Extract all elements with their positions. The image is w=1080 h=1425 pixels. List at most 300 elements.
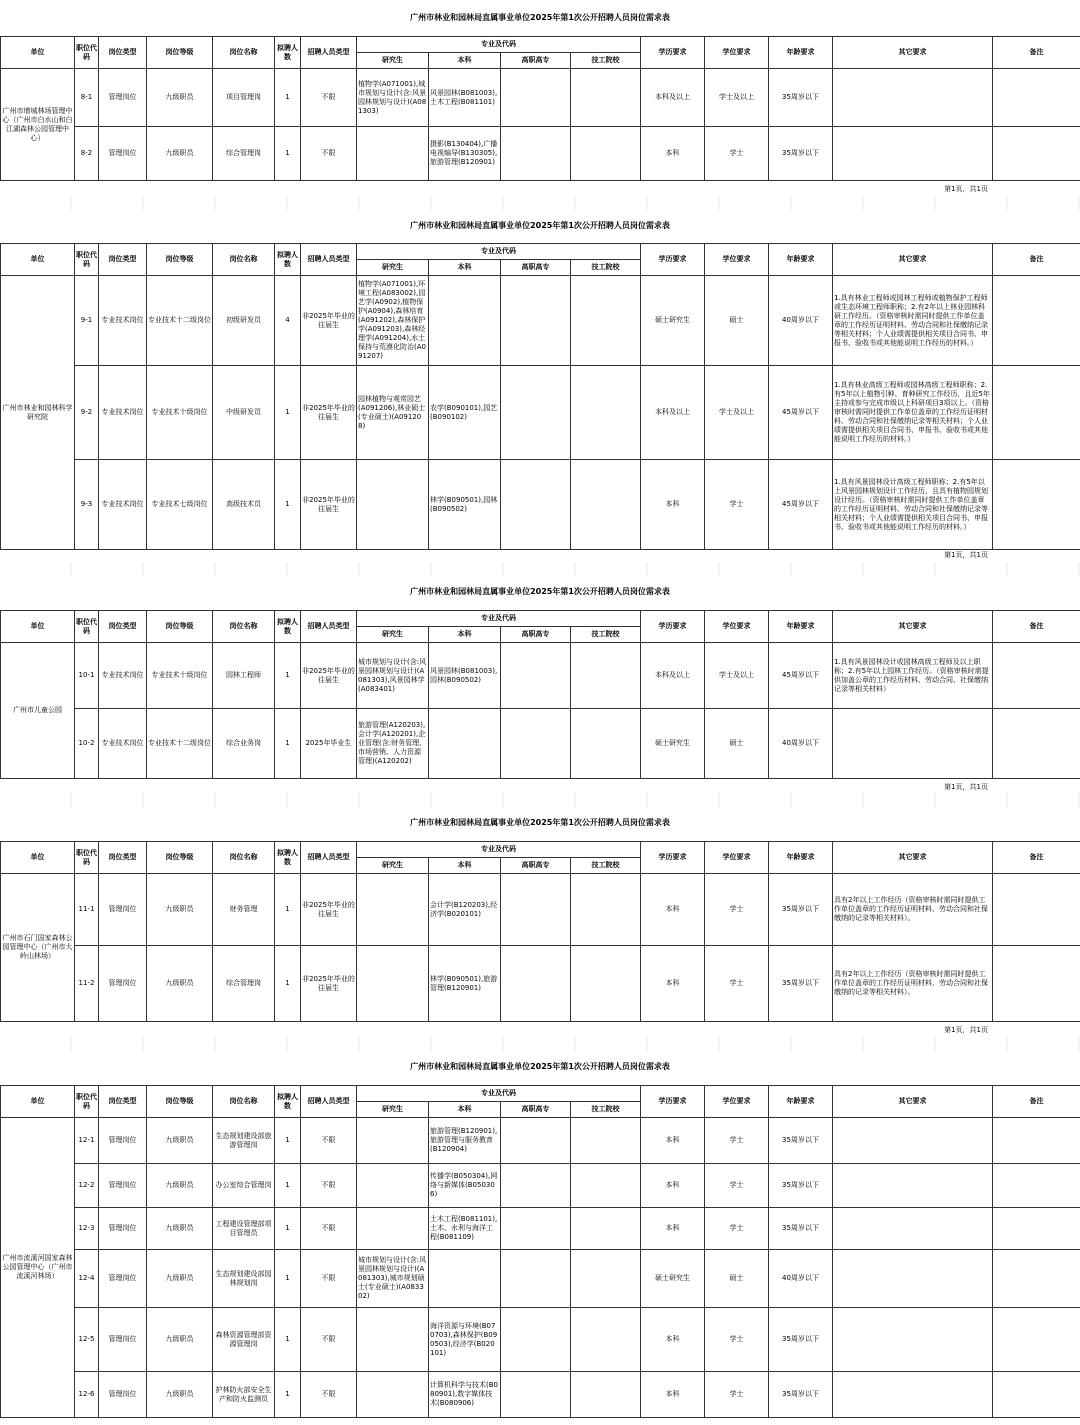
edu-cell: 硕士研究生 bbox=[641, 1250, 705, 1308]
bachelor-cell: 传播学(B050304),网络与新媒体(B050306) bbox=[429, 1164, 501, 1208]
note-cell bbox=[993, 946, 1080, 1022]
header-grad: 研究生 bbox=[357, 858, 429, 874]
table-row bbox=[1, 366, 1080, 460]
header-code: 职位代码 bbox=[75, 244, 99, 276]
type-cell: 管理岗位 bbox=[99, 1208, 147, 1250]
unit-cell: 广州市石门国家森林公园管理中心（广州市大岭山林场） bbox=[1, 874, 75, 1022]
type-cell: 管理岗位 bbox=[99, 946, 147, 1022]
college-cell bbox=[501, 1308, 571, 1372]
degree-cell: 硕士 bbox=[705, 276, 769, 366]
type-cell: 专业技术岗位 bbox=[99, 643, 147, 709]
level-cell: 九级职员 bbox=[147, 69, 213, 127]
header-tech: 技工院校 bbox=[571, 260, 641, 276]
header-grad: 研究生 bbox=[357, 260, 429, 276]
unit-cell: 广州市增城林场管理中心（广州市白水山和白江湖森林公园管理中心） bbox=[1, 69, 75, 181]
header-name: 岗位名称 bbox=[213, 842, 275, 874]
table-row bbox=[1, 460, 1080, 550]
other-cell: 1.具有风景园林设计或园林高级工程师及以上职称；2.有5年以上园林工作经历。（资格审核时需提供加盖公章的工作经历材料、劳动合同、社保缴纳记录等相关材料） bbox=[833, 643, 993, 709]
header-row bbox=[1, 1086, 1080, 1102]
tech-cell bbox=[571, 643, 641, 709]
category-cell: 非2025年毕业的往届生 bbox=[301, 276, 357, 366]
count-cell: 4 bbox=[275, 276, 301, 366]
sheet-separator bbox=[0, 562, 1080, 576]
table-title: 广州市林业和园林局直属事业单位2025年第1次公开招聘人员岗位需求表 bbox=[410, 221, 670, 230]
bachelor-cell: 农学(B090101),园艺(B090102) bbox=[429, 366, 501, 460]
age-cell: 35周岁以下 bbox=[769, 1372, 833, 1418]
header-unit: 单位 bbox=[1, 37, 75, 69]
grad-cell bbox=[357, 1372, 429, 1418]
position-table bbox=[0, 610, 1080, 779]
other-cell bbox=[833, 1250, 993, 1308]
college-cell bbox=[501, 1250, 571, 1308]
other-cell: 具有2年以上工作经历（资格审核时需同时提供工作单位盖章的工作经历证明材料、劳动合同和社保缴纳的记录等相关材料）。 bbox=[833, 946, 993, 1022]
age-cell: 35周岁以下 bbox=[769, 69, 833, 127]
table-row bbox=[1, 127, 1080, 181]
header-type: 岗位类型 bbox=[99, 244, 147, 276]
college-cell bbox=[501, 709, 571, 779]
category-cell: 非2025年毕业的往届生 bbox=[301, 366, 357, 460]
position-table bbox=[0, 1085, 1080, 1418]
level-cell: 九级职员 bbox=[147, 1118, 213, 1164]
count-cell: 1 bbox=[275, 1118, 301, 1164]
header-code: 职位代码 bbox=[75, 611, 99, 643]
bachelor-cell: 林学(B090501),旅游管理(B120901) bbox=[429, 946, 501, 1022]
header-degree: 学位要求 bbox=[705, 611, 769, 643]
header-row bbox=[1, 611, 1080, 627]
table-title: 广州市林业和园林局直属事业单位2025年第1次公开招聘人员岗位需求表 bbox=[410, 587, 670, 596]
position-table bbox=[0, 841, 1080, 1022]
tech-cell bbox=[571, 946, 641, 1022]
edu-cell: 本科及以上 bbox=[641, 366, 705, 460]
code-cell: 12-5 bbox=[75, 1308, 99, 1372]
name-cell: 森林资源管理部资源管理岗 bbox=[213, 1308, 275, 1372]
header-major: 专业及代码 bbox=[357, 611, 641, 627]
other-cell bbox=[833, 1118, 993, 1164]
age-cell: 35周岁以下 bbox=[769, 1308, 833, 1372]
name-cell: 办公室综合管理岗 bbox=[213, 1164, 275, 1208]
table-title: 广州市林业和园林局直属事业单位2025年第1次公开招聘人员岗位需求表 bbox=[410, 1062, 670, 1071]
category-cell: 2025年毕业生 bbox=[301, 709, 357, 779]
grad-cell: 城市规划与设计(含:风景园林规划与设计)(A081303),城市规划硕士(专业硕士)(A083302) bbox=[357, 1250, 429, 1308]
position-table bbox=[0, 243, 1080, 550]
level-cell: 九级职员 bbox=[147, 1208, 213, 1250]
degree-cell: 学士 bbox=[705, 946, 769, 1022]
bachelor-cell bbox=[429, 276, 501, 366]
degree-cell: 学士 bbox=[705, 1208, 769, 1250]
page-indicator: 第1页，共1页 bbox=[944, 1026, 988, 1034]
level-cell: 专业技术十二级岗位 bbox=[147, 709, 213, 779]
count-cell: 1 bbox=[275, 1164, 301, 1208]
count-cell: 1 bbox=[275, 460, 301, 550]
age-cell: 35周岁以下 bbox=[769, 1118, 833, 1164]
level-cell: 九级职员 bbox=[147, 946, 213, 1022]
header-tech: 技工院校 bbox=[571, 627, 641, 643]
grad-cell bbox=[357, 127, 429, 181]
college-cell bbox=[501, 366, 571, 460]
count-cell: 1 bbox=[275, 69, 301, 127]
header-category: 招聘人员类型 bbox=[301, 244, 357, 276]
header-edu: 学历要求 bbox=[641, 37, 705, 69]
grad-cell: 园林植物与观赏园艺(A091206),林业硕士(专业硕士)(A091208) bbox=[357, 366, 429, 460]
note-cell bbox=[993, 1308, 1080, 1372]
grad-cell bbox=[357, 460, 429, 550]
other-cell bbox=[833, 1372, 993, 1418]
category-cell: 不限 bbox=[301, 127, 357, 181]
bachelor-cell: 摄影(B130404),广播电视编导(B130305),旅游管理(B120901) bbox=[429, 127, 501, 181]
age-cell: 40周岁以下 bbox=[769, 276, 833, 366]
bachelor-cell: 海洋资源与环境(B070703),森林保护(B090503),经济学(B020101) bbox=[429, 1308, 501, 1372]
note-cell bbox=[993, 1208, 1080, 1250]
other-cell bbox=[833, 709, 993, 779]
header-count: 拟聘人数 bbox=[275, 244, 301, 276]
header-level: 岗位等级 bbox=[147, 842, 213, 874]
edu-cell: 本科及以上 bbox=[641, 643, 705, 709]
header-code: 职位代码 bbox=[75, 842, 99, 874]
edu-cell: 本科 bbox=[641, 1208, 705, 1250]
category-cell: 非2025年毕业的往届生 bbox=[301, 460, 357, 550]
edu-cell: 本科 bbox=[641, 1118, 705, 1164]
header-tech: 技工院校 bbox=[571, 858, 641, 874]
page-indicator: 第1页，共1页 bbox=[944, 185, 988, 193]
table-row bbox=[1, 643, 1080, 709]
header-bachelor: 本科 bbox=[429, 260, 501, 276]
other-cell: 具有2年以上工作经历（资格审核时需同时提供工作单位盖章的工作经历证明材料、劳动合同和社保缴纳的记录等相关材料）。 bbox=[833, 874, 993, 946]
category-cell: 非2025年毕业的往届生 bbox=[301, 874, 357, 946]
type-cell: 专业技术岗位 bbox=[99, 709, 147, 779]
college-cell bbox=[501, 1208, 571, 1250]
note-cell bbox=[993, 874, 1080, 946]
degree-cell: 学士及以上 bbox=[705, 643, 769, 709]
count-cell: 1 bbox=[275, 1308, 301, 1372]
header-age: 年龄要求 bbox=[769, 611, 833, 643]
other-cell bbox=[833, 1308, 993, 1372]
code-cell: 12-4 bbox=[75, 1250, 99, 1308]
count-cell: 1 bbox=[275, 874, 301, 946]
note-cell bbox=[993, 1118, 1080, 1164]
header-unit: 单位 bbox=[1, 611, 75, 643]
header-college: 高职高专 bbox=[501, 1102, 571, 1118]
unit-cell: 广州市儿童公园 bbox=[1, 643, 75, 779]
count-cell: 1 bbox=[275, 643, 301, 709]
header-note: 备注 bbox=[993, 1086, 1080, 1118]
edu-cell: 本科 bbox=[641, 1372, 705, 1418]
grad-cell bbox=[357, 874, 429, 946]
tech-cell bbox=[571, 69, 641, 127]
count-cell: 1 bbox=[275, 127, 301, 181]
degree-cell: 学士 bbox=[705, 1164, 769, 1208]
sheet-separator bbox=[0, 196, 1080, 210]
header-row bbox=[1, 37, 1080, 53]
name-cell: 综合业务岗 bbox=[213, 709, 275, 779]
degree-cell: 学士 bbox=[705, 1308, 769, 1372]
table-row bbox=[1, 1372, 1080, 1418]
edu-cell: 硕士研究生 bbox=[641, 276, 705, 366]
header-unit: 单位 bbox=[1, 244, 75, 276]
code-cell: 12-1 bbox=[75, 1118, 99, 1164]
count-cell: 1 bbox=[275, 1250, 301, 1308]
age-cell: 35周岁以下 bbox=[769, 946, 833, 1022]
unit-cell: 广州市流溪河国家森林公园管理中心（广州市流溪河林场） bbox=[1, 1118, 75, 1418]
age-cell: 45周岁以下 bbox=[769, 460, 833, 550]
edu-cell: 本科 bbox=[641, 1308, 705, 1372]
table-row bbox=[1, 1164, 1080, 1208]
level-cell: 九级职员 bbox=[147, 1308, 213, 1372]
name-cell: 护林防火部安全生产和防火监测员 bbox=[213, 1372, 275, 1418]
header-edu: 学历要求 bbox=[641, 1086, 705, 1118]
bachelor-cell: 会计学(B120203),经济学(B020101) bbox=[429, 874, 501, 946]
sheet-separator bbox=[0, 793, 1080, 807]
college-cell bbox=[501, 69, 571, 127]
header-count: 拟聘人数 bbox=[275, 37, 301, 69]
header-age: 年龄要求 bbox=[769, 1086, 833, 1118]
header-code: 职位代码 bbox=[75, 37, 99, 69]
header-other: 其它要求 bbox=[833, 244, 993, 276]
header-note: 备注 bbox=[993, 244, 1080, 276]
header-college: 高职高专 bbox=[501, 53, 571, 69]
college-cell bbox=[501, 643, 571, 709]
header-category: 招聘人员类型 bbox=[301, 842, 357, 874]
type-cell: 管理岗位 bbox=[99, 1250, 147, 1308]
header-count: 拟聘人数 bbox=[275, 1086, 301, 1118]
tech-cell bbox=[571, 874, 641, 946]
grad-cell bbox=[357, 1208, 429, 1250]
header-edu: 学历要求 bbox=[641, 244, 705, 276]
header-other: 其它要求 bbox=[833, 842, 993, 874]
header-major: 专业及代码 bbox=[357, 37, 641, 53]
header-college: 高职高专 bbox=[501, 858, 571, 874]
level-cell: 九级职员 bbox=[147, 1372, 213, 1418]
age-cell: 35周岁以下 bbox=[769, 874, 833, 946]
code-cell: 11-2 bbox=[75, 946, 99, 1022]
other-cell bbox=[833, 127, 993, 181]
college-cell bbox=[501, 946, 571, 1022]
code-cell: 10-1 bbox=[75, 643, 99, 709]
degree-cell: 学士及以上 bbox=[705, 69, 769, 127]
level-cell: 九级职员 bbox=[147, 1164, 213, 1208]
table-row bbox=[1, 276, 1080, 366]
age-cell: 45周岁以下 bbox=[769, 366, 833, 460]
note-cell bbox=[993, 127, 1080, 181]
table-row bbox=[1, 1250, 1080, 1308]
header-major: 专业及代码 bbox=[357, 842, 641, 858]
header-grad: 研究生 bbox=[357, 53, 429, 69]
bachelor-cell: 林学(B090501),园林(B090502) bbox=[429, 460, 501, 550]
tech-cell bbox=[571, 1164, 641, 1208]
type-cell: 专业技术岗位 bbox=[99, 366, 147, 460]
header-degree: 学位要求 bbox=[705, 37, 769, 69]
name-cell: 综合管理岗 bbox=[213, 946, 275, 1022]
header-note: 备注 bbox=[993, 842, 1080, 874]
edu-cell: 本科 bbox=[641, 874, 705, 946]
tech-cell bbox=[571, 1250, 641, 1308]
header-college: 高职高专 bbox=[501, 260, 571, 276]
header-level: 岗位等级 bbox=[147, 1086, 213, 1118]
tech-cell bbox=[571, 127, 641, 181]
name-cell: 生态规划建设部旅游管理岗 bbox=[213, 1118, 275, 1164]
other-cell: 1.具有林业工程师或园林工程师或植物保护工程师或生态环境工程师职称；2.有2年以上林业园林科研工作经历。（资格审核时需同时提供工作单位盖章的工作经历证明材料、劳动合同和社保缴纳记录等相关材料；个人业绩需提供相关项目合同书、申报书、验收书或其他能说明工作经历的材料。） bbox=[833, 276, 993, 366]
header-other: 其它要求 bbox=[833, 611, 993, 643]
tech-cell bbox=[571, 460, 641, 550]
college-cell bbox=[501, 127, 571, 181]
code-cell: 8-1 bbox=[75, 69, 99, 127]
code-cell: 11-1 bbox=[75, 874, 99, 946]
header-unit: 单位 bbox=[1, 1086, 75, 1118]
header-type: 岗位类型 bbox=[99, 611, 147, 643]
tech-cell bbox=[571, 1308, 641, 1372]
bachelor-cell: 计算机科学与技术(B080901),数字媒体技术(B080906) bbox=[429, 1372, 501, 1418]
tech-cell bbox=[571, 1118, 641, 1164]
name-cell: 高级技术员 bbox=[213, 460, 275, 550]
degree-cell: 硕士 bbox=[705, 709, 769, 779]
note-cell bbox=[993, 69, 1080, 127]
category-cell: 不限 bbox=[301, 1164, 357, 1208]
note-cell bbox=[993, 1250, 1080, 1308]
note-cell bbox=[993, 276, 1080, 366]
degree-cell: 学士及以上 bbox=[705, 366, 769, 460]
type-cell: 管理岗位 bbox=[99, 1308, 147, 1372]
header-degree: 学位要求 bbox=[705, 244, 769, 276]
header-note: 备注 bbox=[993, 37, 1080, 69]
header-name: 岗位名称 bbox=[213, 37, 275, 69]
other-cell bbox=[833, 69, 993, 127]
header-college: 高职高专 bbox=[501, 627, 571, 643]
age-cell: 35周岁以下 bbox=[769, 1208, 833, 1250]
bachelor-cell bbox=[429, 1250, 501, 1308]
type-cell: 管理岗位 bbox=[99, 127, 147, 181]
level-cell: 九级职员 bbox=[147, 1250, 213, 1308]
type-cell: 管理岗位 bbox=[99, 1372, 147, 1418]
name-cell: 初级研发员 bbox=[213, 276, 275, 366]
code-cell: 12-3 bbox=[75, 1208, 99, 1250]
name-cell: 综合管理岗 bbox=[213, 127, 275, 181]
header-bachelor: 本科 bbox=[429, 1102, 501, 1118]
degree-cell: 学士 bbox=[705, 1372, 769, 1418]
edu-cell: 本科 bbox=[641, 946, 705, 1022]
bachelor-cell bbox=[429, 709, 501, 779]
age-cell: 35周岁以下 bbox=[769, 127, 833, 181]
grad-cell bbox=[357, 1164, 429, 1208]
category-cell: 不限 bbox=[301, 1118, 357, 1164]
header-bachelor: 本科 bbox=[429, 53, 501, 69]
category-cell: 不限 bbox=[301, 1208, 357, 1250]
table-row bbox=[1, 1208, 1080, 1250]
name-cell: 园林工程师 bbox=[213, 643, 275, 709]
level-cell: 专业技术十级岗位 bbox=[147, 643, 213, 709]
header-level: 岗位等级 bbox=[147, 244, 213, 276]
table-row bbox=[1, 946, 1080, 1022]
grad-cell: 植物学(A071001),环境工程(A083002),园艺学(A0902),植物保护(A0904),森林培育(A091202),森林保护学(A091203),森林经理学(A091204),水土保持与荒漠化防治(A091207) bbox=[357, 276, 429, 366]
header-name: 岗位名称 bbox=[213, 244, 275, 276]
college-cell bbox=[501, 276, 571, 366]
type-cell: 专业技术岗位 bbox=[99, 276, 147, 366]
grad-cell: 植物学(A071001),城市规划与设计(含:风景园林规划与设计)(A081303) bbox=[357, 69, 429, 127]
other-cell bbox=[833, 1208, 993, 1250]
grad-cell bbox=[357, 946, 429, 1022]
header-level: 岗位等级 bbox=[147, 37, 213, 69]
college-cell bbox=[501, 1372, 571, 1418]
type-cell: 专业技术岗位 bbox=[99, 460, 147, 550]
tech-cell bbox=[571, 366, 641, 460]
level-cell: 九级职员 bbox=[147, 874, 213, 946]
header-category: 招聘人员类型 bbox=[301, 1086, 357, 1118]
count-cell: 1 bbox=[275, 1208, 301, 1250]
age-cell: 40周岁以下 bbox=[769, 709, 833, 779]
other-cell: 1.具有林业高级工程师或园林高级工程师职称；2.有5年以上植物引种、育种研究工作经历，且近5年主持或参与完成市级以上科研项目3项以上。（资格审核时需同时提供工作单位盖章的工作经历证明材料、劳动合同和社保缴纳记录等相关材料；个人业绩需提供相关项目合同书、申报书、验收书或其他能说明工作经历的材料。） bbox=[833, 366, 993, 460]
code-cell: 12-6 bbox=[75, 1372, 99, 1418]
count-cell: 1 bbox=[275, 366, 301, 460]
college-cell bbox=[501, 460, 571, 550]
header-code: 职位代码 bbox=[75, 1086, 99, 1118]
header-degree: 学位要求 bbox=[705, 842, 769, 874]
code-cell: 12-2 bbox=[75, 1164, 99, 1208]
header-other: 其它要求 bbox=[833, 37, 993, 69]
table-row bbox=[1, 874, 1080, 946]
tech-cell bbox=[571, 276, 641, 366]
other-cell bbox=[833, 1164, 993, 1208]
college-cell bbox=[501, 1164, 571, 1208]
college-cell bbox=[501, 1118, 571, 1164]
table-row bbox=[1, 1308, 1080, 1372]
category-cell: 不限 bbox=[301, 69, 357, 127]
edu-cell: 硕士研究生 bbox=[641, 709, 705, 779]
degree-cell: 学士 bbox=[705, 127, 769, 181]
table-title: 广州市林业和园林局直属事业单位2025年第1次公开招聘人员岗位需求表 bbox=[410, 818, 670, 827]
header-name: 岗位名称 bbox=[213, 1086, 275, 1118]
name-cell: 中级研发员 bbox=[213, 366, 275, 460]
header-row bbox=[1, 244, 1080, 260]
name-cell: 生态规划建设部园林规划岗 bbox=[213, 1250, 275, 1308]
count-cell: 1 bbox=[275, 1372, 301, 1418]
sheet-separator bbox=[0, 1037, 1080, 1051]
table-title: 广州市林业和园林局直属事业单位2025年第1次公开招聘人员岗位需求表 bbox=[410, 13, 670, 22]
header-edu: 学历要求 bbox=[641, 842, 705, 874]
level-cell: 专业技术七级岗位 bbox=[147, 460, 213, 550]
code-cell: 8-2 bbox=[75, 127, 99, 181]
grad-cell: 城市规划与设计(含:风景园林规划与设计)(A081303),风景园林学(A083401) bbox=[357, 643, 429, 709]
table-row bbox=[1, 1118, 1080, 1164]
college-cell bbox=[501, 874, 571, 946]
edu-cell: 本科 bbox=[641, 460, 705, 550]
header-note: 备注 bbox=[993, 611, 1080, 643]
level-cell: 专业技术十二级岗位 bbox=[147, 276, 213, 366]
header-major: 专业及代码 bbox=[357, 244, 641, 260]
header-category: 招聘人员类型 bbox=[301, 611, 357, 643]
header-count: 拟聘人数 bbox=[275, 611, 301, 643]
name-cell: 项目管理岗 bbox=[213, 69, 275, 127]
header-tech: 技工院校 bbox=[571, 53, 641, 69]
category-cell: 非2025年毕业的往届生 bbox=[301, 946, 357, 1022]
tech-cell bbox=[571, 1208, 641, 1250]
unit-cell: 广州市林业和园林科学研究院 bbox=[1, 276, 75, 550]
note-cell bbox=[993, 643, 1080, 709]
position-table bbox=[0, 36, 1080, 181]
degree-cell: 学士 bbox=[705, 1118, 769, 1164]
note-cell bbox=[993, 460, 1080, 550]
note-cell bbox=[993, 1164, 1080, 1208]
header-name: 岗位名称 bbox=[213, 611, 275, 643]
header-type: 岗位类型 bbox=[99, 37, 147, 69]
note-cell bbox=[993, 366, 1080, 460]
type-cell: 管理岗位 bbox=[99, 874, 147, 946]
other-cell: 1.具有风景园林设计高级工程师职称；2.有5年以上风景园林规划设计工作经历，且具有植物园规划设计经历。（资格审核时需同时提供工作单位盖章的工作经历证明材料、劳动合同和社保缴纳记录等相关材料；个人业绩需提供相关项目合同书、申报书、验收书或其他能说明工作经历的材料。） bbox=[833, 460, 993, 550]
page-indicator: 第1页，共1页 bbox=[944, 551, 988, 559]
category-cell: 不限 bbox=[301, 1372, 357, 1418]
tech-cell bbox=[571, 1372, 641, 1418]
code-cell: 9-1 bbox=[75, 276, 99, 366]
bachelor-cell: 风景园林(B081003),园林(B090502) bbox=[429, 643, 501, 709]
degree-cell: 学士 bbox=[705, 874, 769, 946]
category-cell: 不限 bbox=[301, 1250, 357, 1308]
